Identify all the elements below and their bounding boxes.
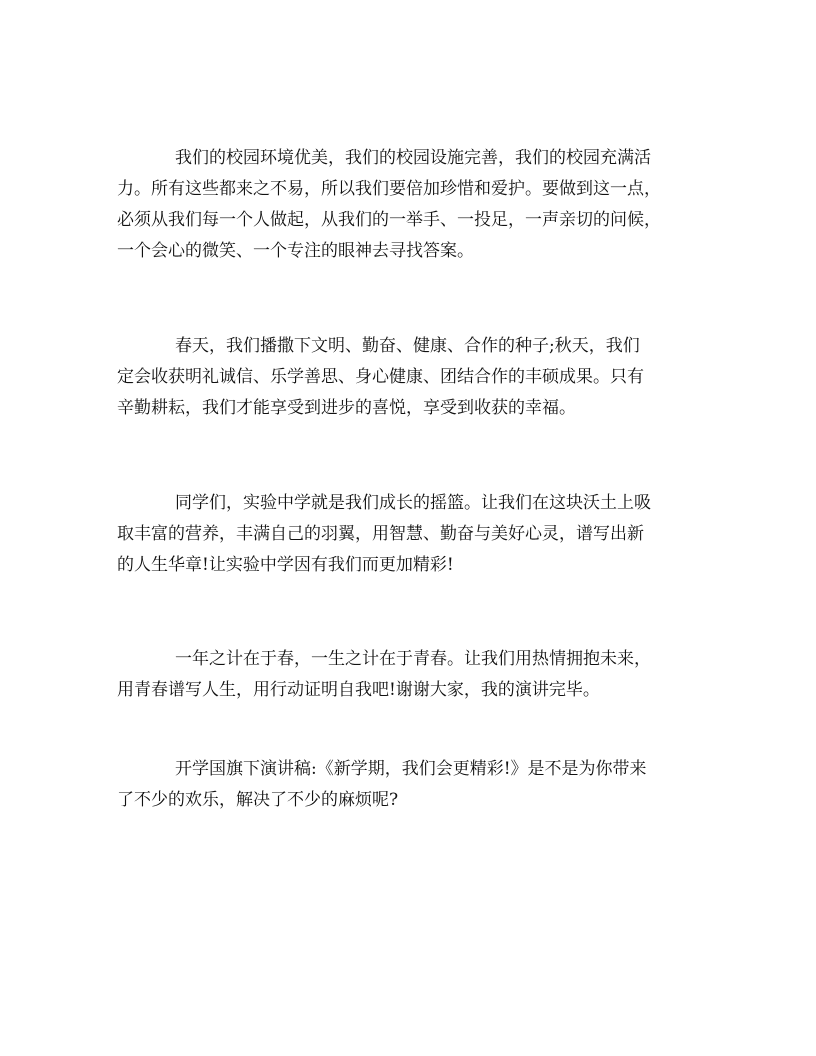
paragraph-classmates — [117, 488, 701, 581]
text-line: 的人生华章!让实验中学因有我们而更加精彩! — [117, 555, 454, 575]
text-line: 用青春谱写人生，用行动证明自我吧!谢谢大家，我的演讲完毕。 — [117, 680, 600, 700]
text-line: 辛勤耕耘，我们才能享受到进步的喜悦，享受到收获的幸福。 — [117, 398, 576, 418]
text-line: 一年之计在于春，一生之计在于青春。让我们用热情拥抱未来， — [175, 649, 651, 669]
text-line: 力。所有这些都来之不易，所以我们要倍加珍惜和爱护。要做到这一点， — [117, 179, 661, 199]
paragraph-seasons — [117, 331, 701, 424]
text-line: 一个会心的微笑、一个专注的眼神去寻找答案。 — [117, 241, 474, 261]
paragraph-campus — [117, 143, 701, 267]
text-line: 我们的校园环境优美，我们的校园设施完善，我们的校园充满活 — [175, 148, 651, 168]
text-line: 必须从我们每一个人做起，从我们的一举手、一投足，一声亲切的问候， — [117, 210, 661, 230]
document-body — [117, 143, 701, 816]
text-line: 定会收获明礼诚信、乐学善思、身心健康、团结合作的丰硕成果。只有 — [117, 367, 644, 387]
text-line: 取丰富的营养，丰满自己的羽翼，用智慧、勤奋与美好心灵，谱写出新 — [117, 524, 644, 544]
text-line: 开学国旗下演讲稿:《新学期，我们会更精彩!》是不是为你带来 — [175, 759, 647, 779]
paragraph-footer-note — [117, 754, 701, 816]
text-line: 同学们，实验中学就是我们成长的摇篮。让我们在这块沃土上吸 — [175, 493, 651, 513]
text-line: 了不少的欢乐，解决了不少的麻烦呢? — [117, 790, 399, 810]
text-line: 春天，我们播撒下文明、勤奋、健康、合作的种子;秋天，我们 — [175, 336, 640, 356]
paragraph-closing — [117, 644, 701, 706]
